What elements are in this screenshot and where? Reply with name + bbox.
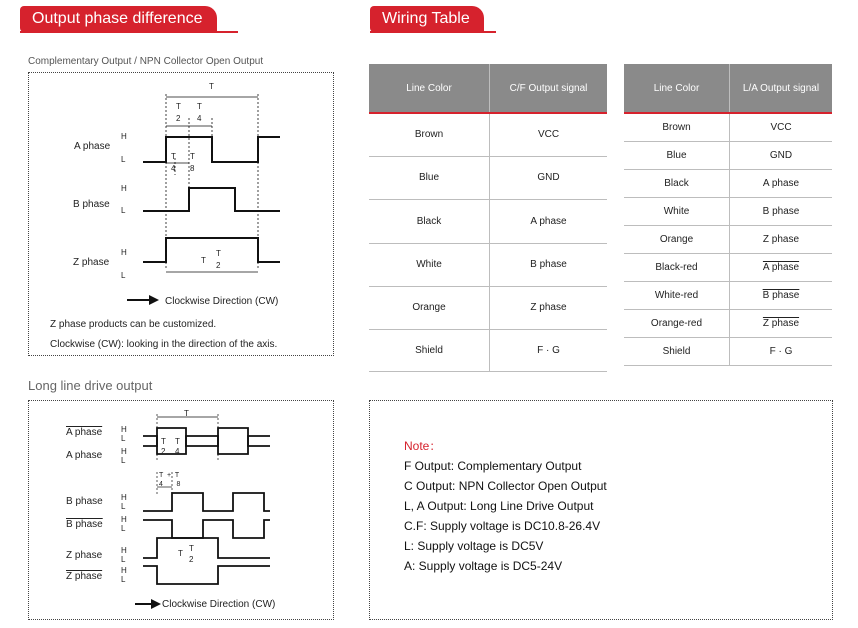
la-color-cell: White — [624, 197, 730, 225]
ll-l-2: L — [121, 456, 126, 465]
output-phase-title: Output phase difference — [20, 6, 217, 32]
cf-color-cell: White — [369, 243, 490, 286]
la-color-cell: White-red — [624, 281, 730, 309]
t-quarter-den-2: 4 — [171, 164, 176, 173]
la-signal-cell: Z phase — [730, 225, 833, 253]
level-low-b: L — [121, 206, 126, 215]
complementary-subtitle: Complementary Output / NPN Collector Open Output — [28, 56, 264, 67]
level-low-a: L — [121, 155, 126, 164]
level-high-a: H — [121, 132, 127, 141]
long-line-subtitle: Long line drive output — [28, 378, 153, 393]
note-line: C.F: Supply voltage is DC10.8-26.4V — [404, 519, 601, 533]
ll-t-quarter-num: T — [175, 437, 180, 446]
period-label: T — [209, 82, 214, 91]
level-high-b: H — [121, 184, 127, 193]
cf-color-cell: Brown — [369, 113, 490, 156]
cf-color-cell: Shield — [369, 329, 490, 371]
la-signal-cell: A phase — [730, 169, 833, 197]
cf-color-cell: Black — [369, 199, 490, 243]
ll-label-a-bar: A phase — [66, 427, 103, 438]
ll-h-4: H — [121, 515, 127, 524]
cf-signal-cell: B phase — [490, 243, 608, 286]
note-line: L: Supply voltage is DC5V — [404, 539, 544, 553]
level-low-z: L — [121, 271, 126, 280]
ll-label-z: Z phase — [66, 550, 103, 561]
ll-wave-b-bar — [143, 520, 270, 538]
z-half-num: T — [216, 249, 221, 258]
la-color-cell: Black-red — [624, 253, 730, 281]
t-half-den: 2 — [176, 114, 181, 123]
wiring-table-title: Wiring Table — [370, 6, 484, 32]
ll-h-5: H — [121, 546, 127, 555]
la-color-cell: Orange — [624, 225, 730, 253]
ll-h-1: H — [121, 425, 127, 434]
note-line: C Output: NPN Collector Open Output — [404, 479, 607, 493]
la-signal-cell: B phase — [730, 197, 833, 225]
ll-period-label: T — [184, 409, 189, 418]
ll-label-b: B phase — [66, 496, 103, 507]
la-signal-cell: VCC — [730, 113, 833, 141]
la-signal-cell: Z phase — [730, 309, 833, 337]
cf-signal-cell: A phase — [490, 199, 608, 243]
la-color-cell: Orange-red — [624, 309, 730, 337]
t-quarter-num-2: T — [171, 152, 176, 161]
cf-color-cell: Blue — [369, 156, 490, 199]
cw-direction-label: Clockwise Direction (CW) — [165, 296, 279, 307]
ll-h-2: H — [121, 447, 127, 456]
ll-wave-b — [143, 493, 270, 511]
cf-wiring-table — [369, 64, 607, 372]
ll-t-half-den: 2 — [161, 447, 166, 456]
t-eighth-den: 8 — [190, 164, 195, 173]
cf-signal-cell: GND — [490, 156, 608, 199]
ll-l-5: L — [121, 555, 126, 564]
phase-label-a: A phase — [74, 141, 111, 152]
ll-wave-z — [143, 538, 270, 558]
la-signal-cell: F · G — [730, 337, 833, 365]
note-line: F Output: Complementary Output — [404, 459, 582, 473]
note-line: A: Supply voltage is DC5-24V — [404, 559, 563, 573]
cw-definition-note: Clockwise (CW): looking in the direction of the axis. — [50, 339, 278, 350]
la-color-cell: Blue — [624, 141, 730, 169]
z-customized-note: Z phase products can be customized. — [50, 319, 217, 330]
phase-label-b: B phase — [73, 199, 110, 210]
ll-tq-den: 4 8 — [159, 481, 181, 488]
t-quarter-num: T — [197, 102, 202, 111]
la-signal-cell: GND — [730, 141, 833, 169]
ll-z-half-den: 2 — [189, 555, 194, 564]
ll-tq-sum: T + T — [159, 472, 180, 479]
ll-h-6: H — [121, 566, 127, 575]
la-signal-cell: A phase — [730, 253, 833, 281]
note-content — [404, 436, 607, 576]
z-half-den: 2 — [216, 261, 221, 270]
la-header-signal: L/A Output signal — [730, 64, 833, 113]
la-color-cell: Brown — [624, 113, 730, 141]
la-color-cell: Shield — [624, 337, 730, 365]
ll-l-3: L — [121, 502, 126, 511]
cf-color-cell: Orange — [369, 286, 490, 329]
ll-label-b-bar: B phase — [66, 519, 103, 530]
cf-signal-cell: F · G — [490, 329, 608, 371]
ll-l-6: L — [121, 575, 126, 584]
ll-wave-z-bar — [143, 566, 270, 584]
ll-z-half-num: T — [189, 544, 194, 553]
la-wiring-table — [624, 64, 832, 366]
long-line-waveforms — [0, 0, 340, 628]
ll-h-3: H — [121, 493, 127, 502]
level-high-z: H — [121, 248, 127, 257]
note-title: Note： — [404, 439, 442, 453]
ll-label-z-bar: Z phase — [66, 571, 103, 582]
cf-signal-cell: VCC — [490, 113, 608, 156]
t-half-num: T — [176, 102, 181, 111]
ll-z-period: T — [178, 549, 183, 558]
ll-label-a: A phase — [66, 450, 103, 461]
cf-header-color: Line Color — [369, 64, 490, 113]
cf-signal-cell: Z phase — [490, 286, 608, 329]
ll-cw-direction-label: Clockwise Direction (CW) — [162, 599, 276, 610]
la-color-cell: Black — [624, 169, 730, 197]
t-eighth-num: T — [190, 152, 195, 161]
note-line: L, A Output: Long Line Drive Output — [404, 499, 594, 513]
la-signal-cell: B phase — [730, 281, 833, 309]
ll-t-quarter-den: 4 — [175, 447, 180, 456]
t-quarter-den: 4 — [197, 114, 202, 123]
phase-label-z: Z phase — [73, 257, 110, 268]
cf-header-signal: C/F Output signal — [490, 64, 608, 113]
ll-l-1: L — [121, 434, 126, 443]
ll-t-half-num: T — [161, 437, 166, 446]
ll-cw-arrow-icon — [133, 599, 163, 609]
z-period-label: T — [201, 256, 206, 265]
ll-l-4: L — [121, 524, 126, 533]
la-header-color: Line Color — [624, 64, 730, 113]
